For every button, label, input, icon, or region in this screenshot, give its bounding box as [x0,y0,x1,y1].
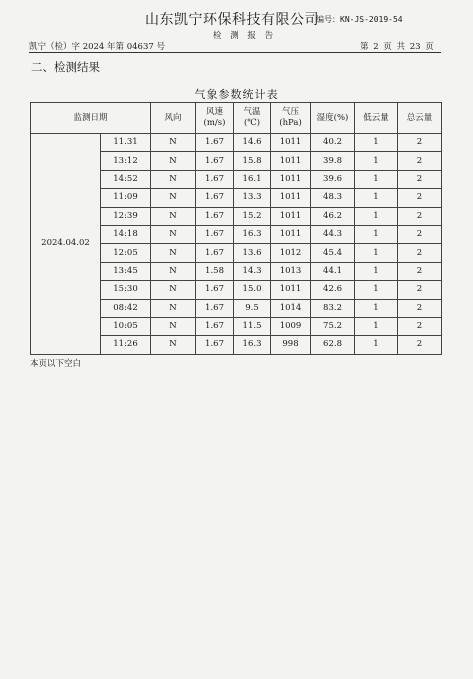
header-wind-speed: 风速 (m/s) [196,103,234,134]
cell-wind-speed: 1.67 [196,170,234,188]
report-reference-number: 凯宁（检）字 2024 年第 04637 号 [29,42,165,52]
cell-pressure: 1013 [271,262,311,280]
cell-humidity: 44.3 [311,225,355,243]
cell-wind-direction: N [151,336,196,354]
section-title: 二、检测结果 [31,60,100,74]
cell-total-cloud: 2 [398,317,442,335]
cell-time: 08:42 [101,299,151,317]
cell-temperature: 13.3 [234,189,271,207]
cell-low-cloud: 1 [355,170,398,188]
cell-time: 11.31 [101,134,151,152]
header-pressure: 气压 (hPa) [271,103,311,134]
cell-pressure: 1011 [271,225,311,243]
table-header-row [31,103,442,134]
cell-low-cloud: 1 [355,244,398,262]
cell-pressure: 1011 [271,207,311,225]
cell-low-cloud: 1 [355,262,398,280]
cell-total-cloud: 2 [398,170,442,188]
cell-low-cloud: 1 [355,207,398,225]
cell-wind-direction: N [151,299,196,317]
cell-time: 13:45 [101,262,151,280]
cell-temperature: 9.5 [234,299,271,317]
cell-wind-direction: N [151,189,196,207]
cell-humidity: 83.2 [311,299,355,317]
cell-humidity: 39.6 [311,170,355,188]
cell-low-cloud: 1 [355,281,398,299]
cell-total-cloud: 2 [398,189,442,207]
cell-pressure: 1011 [271,281,311,299]
cell-total-cloud: 2 [398,299,442,317]
header-low-cloud: 低云量 [355,103,398,134]
header-temperature: 气温 (℃) [234,103,271,134]
cell-wind-speed: 1.67 [196,336,234,354]
cell-humidity: 42.6 [311,281,355,299]
cell-date: 2024.04.02 [31,134,101,355]
header-divider [29,52,441,53]
cell-low-cloud: 1 [355,189,398,207]
header-humidity: 湿度(%) [311,103,355,134]
cell-total-cloud: 2 [398,281,442,299]
cell-low-cloud: 1 [355,299,398,317]
cell-temperature: 16.3 [234,225,271,243]
cell-total-cloud: 2 [398,262,442,280]
header-monitor-date: 监测日期 [31,103,151,134]
document-number: 编号：KN-JS-2019-54 [316,15,403,24]
cell-time: 14:18 [101,225,151,243]
cell-temperature: 16.1 [234,170,271,188]
page-number: 第 2 页 共 23 页 [360,42,434,52]
cell-time: 15:30 [101,281,151,299]
cell-humidity: 46.2 [311,207,355,225]
cell-total-cloud: 2 [398,152,442,170]
cell-wind-speed: 1.67 [196,189,234,207]
cell-humidity: 45.4 [311,244,355,262]
cell-pressure: 1012 [271,244,311,262]
cell-pressure: 1009 [271,317,311,335]
cell-low-cloud: 1 [355,317,398,335]
company-name: 山东凯宁环保科技有限公司 [145,12,319,28]
cell-total-cloud: 2 [398,134,442,152]
cell-pressure: 1011 [271,189,311,207]
cell-wind-direction: N [151,262,196,280]
cell-wind-speed: 1.67 [196,317,234,335]
table-row [31,134,442,152]
cell-wind-speed: 1.58 [196,262,234,280]
cell-time: 11:09 [101,189,151,207]
cell-temperature: 11.5 [234,317,271,335]
cell-humidity: 62.8 [311,336,355,354]
cell-wind-direction: N [151,207,196,225]
cell-pressure: 1011 [271,170,311,188]
cell-humidity: 40.2 [311,134,355,152]
table-title: 气象参数统计表 [194,88,279,101]
cell-wind-speed: 1.67 [196,152,234,170]
cell-temperature: 15.0 [234,281,271,299]
header-wind-direction: 风向 [151,103,196,134]
cell-wind-speed: 1.67 [196,281,234,299]
cell-low-cloud: 1 [355,134,398,152]
cell-wind-direction: N [151,225,196,243]
cell-pressure: 1014 [271,299,311,317]
cell-wind-speed: 1.67 [196,134,234,152]
cell-wind-speed: 1.67 [196,207,234,225]
cell-low-cloud: 1 [355,336,398,354]
cell-temperature: 14.3 [234,262,271,280]
cell-low-cloud: 1 [355,152,398,170]
cell-temperature: 15.8 [234,152,271,170]
cell-pressure: 998 [271,336,311,354]
cell-humidity: 48.3 [311,189,355,207]
cell-temperature: 16.3 [234,336,271,354]
cell-wind-direction: N [151,281,196,299]
cell-total-cloud: 2 [398,336,442,354]
cell-temperature: 14.6 [234,134,271,152]
cell-time: 12:39 [101,207,151,225]
cell-time: 11:26 [101,336,151,354]
cell-wind-direction: N [151,134,196,152]
cell-wind-direction: N [151,152,196,170]
blank-page-note: 本页以下空白 [30,359,82,369]
cell-wind-speed: 1.67 [196,299,234,317]
cell-total-cloud: 2 [398,225,442,243]
cell-temperature: 13.6 [234,244,271,262]
header-total-cloud: 总云量 [398,103,442,134]
cell-time: 14:52 [101,170,151,188]
cell-wind-direction: N [151,244,196,262]
cell-wind-speed: 1.67 [196,244,234,262]
cell-temperature: 15.2 [234,207,271,225]
cell-wind-direction: N [151,317,196,335]
cell-pressure: 1011 [271,152,311,170]
weather-parameters-table [30,102,442,355]
cell-time: 10:05 [101,317,151,335]
cell-humidity: 75.2 [311,317,355,335]
cell-total-cloud: 2 [398,207,442,225]
cell-wind-speed: 1.67 [196,225,234,243]
cell-time: 13:12 [101,152,151,170]
cell-total-cloud: 2 [398,244,442,262]
cell-low-cloud: 1 [355,225,398,243]
document-type: 检 测 报 告 [213,31,277,41]
cell-wind-direction: N [151,170,196,188]
cell-pressure: 1011 [271,134,311,152]
cell-time: 12:05 [101,244,151,262]
cell-humidity: 39.8 [311,152,355,170]
cell-humidity: 44.1 [311,262,355,280]
